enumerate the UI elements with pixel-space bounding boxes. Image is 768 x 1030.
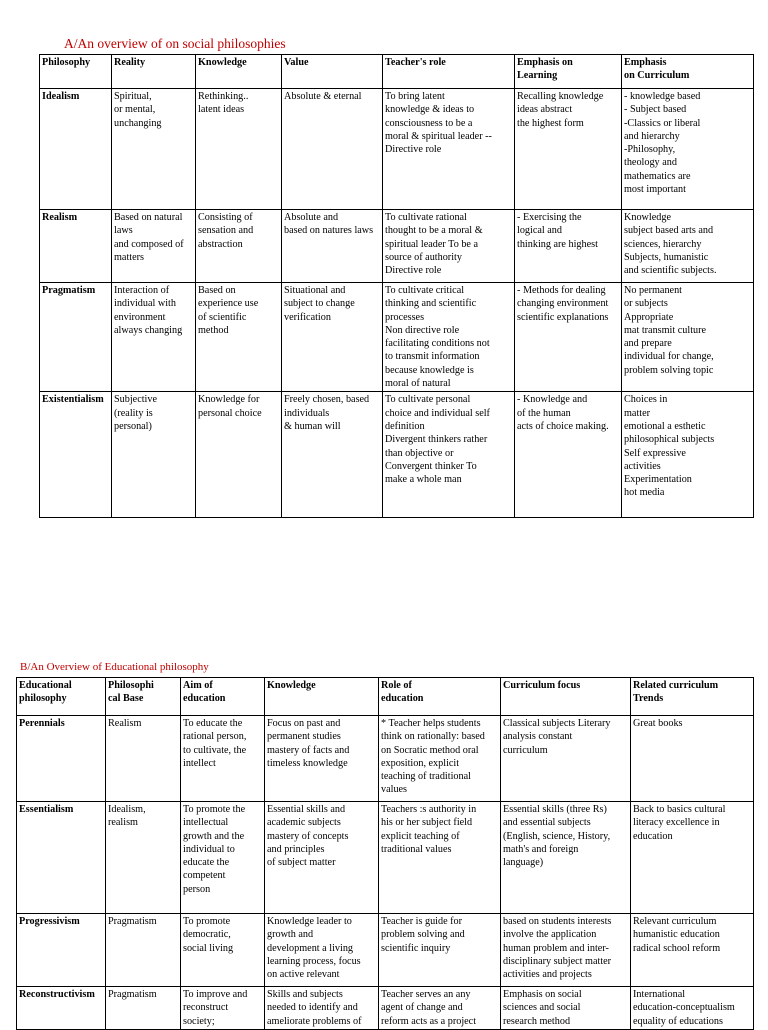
column-header: Related curriculum Trends bbox=[631, 678, 754, 716]
table-cell: based on students interests involve the application human problem and inter- disciplinary subject matter activities and projects bbox=[501, 914, 631, 987]
table-cell: * Teacher helps students think on rationally: based on Socratic method oral exposition, explicit teaching of traditional values bbox=[379, 716, 501, 802]
table-row bbox=[40, 392, 754, 518]
table-cell: No permanent or subjects Appropriate mat transmit culture and prepare individual for change, problem solving topic bbox=[622, 283, 754, 392]
column-header: Knowledge bbox=[196, 55, 282, 89]
table-cell: To cultivate rational thought to be a moral & spiritual leader To be a source of authority Directive role bbox=[383, 210, 515, 283]
column-header: Curriculum focus bbox=[501, 678, 631, 716]
table-row bbox=[17, 987, 754, 1030]
table-cell: Teachers :s authority in his or her subject field explicit teaching of traditional values bbox=[379, 802, 501, 914]
table-cell: Relevant curriculum humanistic education radical school reform bbox=[631, 914, 754, 987]
section-a-title: A/An overview of on social philosophies bbox=[64, 36, 286, 51]
row-label: Reconstructivism bbox=[17, 987, 106, 1030]
table-cell: Absolute & eternal bbox=[282, 89, 383, 210]
row-label: Idealism bbox=[40, 89, 112, 210]
row-label: Realism bbox=[40, 210, 112, 283]
table-cell: Rethinking.. latent ideas bbox=[196, 89, 282, 210]
table-cell: Focus on past and permanent studies mastery of facts and timeless knowledge bbox=[265, 716, 379, 802]
table-cell: Essential skills and academic subjects mastery of concepts and principles of subject matter bbox=[265, 802, 379, 914]
table-cell: Consisting of sensation and abstraction bbox=[196, 210, 282, 283]
table-cell: Based on natural laws and composed of matters bbox=[112, 210, 196, 283]
column-header: Knowledge bbox=[265, 678, 379, 716]
row-label: Existentialism bbox=[40, 392, 112, 518]
table-cell: To cultivate critical thinking and scientific processes Non directive role facilitating conditions not to transmit information because knowledge is moral of natural bbox=[383, 283, 515, 392]
table-cell: Based on experience use of scientific method bbox=[196, 283, 282, 392]
table-cell: Idealism, realism bbox=[106, 802, 181, 914]
table-cell: Knowledge leader to growth and development a living learning process, focus on active relevant bbox=[265, 914, 379, 987]
column-header: Aim of education bbox=[181, 678, 265, 716]
table-cell: To cultivate personal choice and individual self definition Divergent thinkers rather than objective or Convergent thinker To make a whole man bbox=[383, 392, 515, 518]
table-row bbox=[17, 802, 754, 914]
table-cell: Subjective (reality is personal) bbox=[112, 392, 196, 518]
table-cell: Realism bbox=[106, 716, 181, 802]
table-cell: Teacher is guide for problem solving and scientific inquiry bbox=[379, 914, 501, 987]
row-label: Perennials bbox=[17, 716, 106, 802]
column-header: Educational philosophy bbox=[17, 678, 106, 716]
table-cell: Spiritual, or mental, unchanging bbox=[112, 89, 196, 210]
table-cell: To educate the rational person, to cultivate, the intellect bbox=[181, 716, 265, 802]
table-header-row bbox=[40, 55, 754, 89]
table-cell: Knowledge subject based arts and sciences, hierarchy Subjects, humanistic and scientific subjects. bbox=[622, 210, 754, 283]
row-label: Pragmatism bbox=[40, 283, 112, 392]
table-cell: Situational and subject to change verification bbox=[282, 283, 383, 392]
table-row bbox=[40, 210, 754, 283]
table-cell: - Knowledge and of the human acts of choice making. bbox=[515, 392, 622, 518]
column-header: Role of education bbox=[379, 678, 501, 716]
column-header: Value bbox=[282, 55, 383, 89]
row-label: Essentialism bbox=[17, 802, 106, 914]
column-header: Reality bbox=[112, 55, 196, 89]
table-cell: Absolute and based on natures laws bbox=[282, 210, 383, 283]
table-row bbox=[17, 716, 754, 802]
social-philosophies-table bbox=[39, 54, 754, 518]
table-cell: Teacher serves an any agent of change and reform acts as a project bbox=[379, 987, 501, 1030]
table-cell: Classical subjects Literary analysis constant curriculum bbox=[501, 716, 631, 802]
column-header: Emphasis on Learning bbox=[515, 55, 622, 89]
table-cell: To bring latent knowledge & ideas to consciousness to be a moral & spiritual leader -- Directive role bbox=[383, 89, 515, 210]
table-cell: Knowledge for personal choice bbox=[196, 392, 282, 518]
table-row bbox=[40, 283, 754, 392]
table-cell: To promote the intellectual growth and the individual to educate the competent person bbox=[181, 802, 265, 914]
table-cell: Emphasis on social sciences and social research method bbox=[501, 987, 631, 1030]
table-cell: Great books bbox=[631, 716, 754, 802]
table-cell: Recalling knowledge ideas abstract the highest form bbox=[515, 89, 622, 210]
table-cell: - Exercising the logical and thinking are highest bbox=[515, 210, 622, 283]
row-label: Progressivism bbox=[17, 914, 106, 987]
table-row bbox=[40, 89, 754, 210]
table-header-row bbox=[17, 678, 754, 716]
column-header: Philosophy bbox=[40, 55, 112, 89]
table-cell: Freely chosen, based individuals & human will bbox=[282, 392, 383, 518]
table-cell: Choices in matter emotional a esthetic philosophical subjects Self expressive activities Experimentation hot media bbox=[622, 392, 754, 518]
educational-philosophy-table bbox=[16, 677, 754, 1030]
table-cell: - knowledge based - Subject based -Classics or liberal and hierarchy -Philosophy, theology and mathematics are most important bbox=[622, 89, 754, 210]
column-header: Philosophi cal Base bbox=[106, 678, 181, 716]
table-cell: To improve and reconstruct society; bbox=[181, 987, 265, 1030]
column-header: Emphasis on Curriculum bbox=[622, 55, 754, 89]
table-cell: Essential skills (three Rs) and essential subjects (English, science, History, math's and foreign language) bbox=[501, 802, 631, 914]
table-cell: International education-conceptualism equality of educations bbox=[631, 987, 754, 1030]
table-cell: Pragmatism bbox=[106, 914, 181, 987]
section-b-title: B/An Overview of Educational philosophy bbox=[20, 661, 209, 673]
table-cell: Interaction of individual with environment always changing bbox=[112, 283, 196, 392]
table-row bbox=[17, 914, 754, 987]
table-cell: Back to basics cultural literacy excellence in education bbox=[631, 802, 754, 914]
table-cell: Pragmatism bbox=[106, 987, 181, 1030]
table-cell: To promote democratic, social living bbox=[181, 914, 265, 987]
table-cell: - Methods for dealing changing environment scientific explanations bbox=[515, 283, 622, 392]
table-cell: Skills and subjects needed to identify and ameliorate problems of bbox=[265, 987, 379, 1030]
column-header: Teacher's role bbox=[383, 55, 515, 89]
